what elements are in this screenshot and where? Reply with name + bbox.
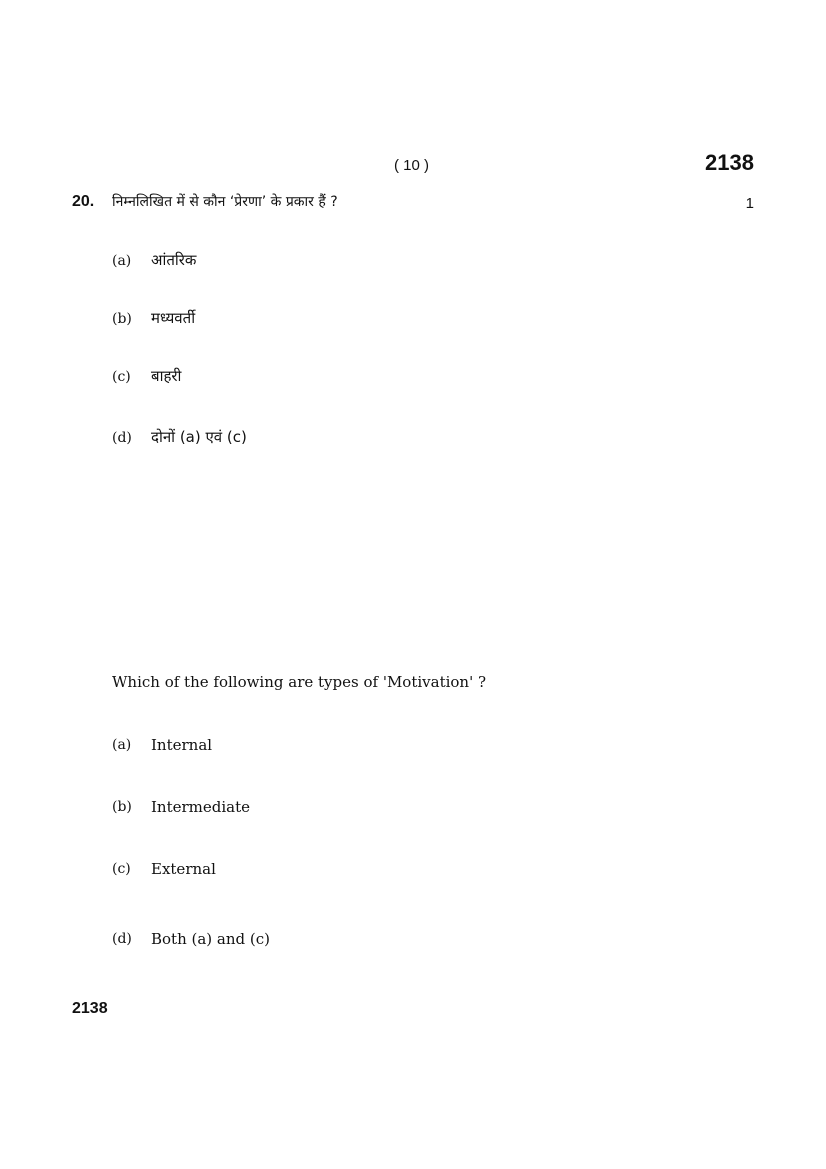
question-marks: 1 [745,195,754,212]
option-text-hindi-c: बाहरी [151,367,182,385]
option-text-english-b: Intermediate [151,798,251,816]
option-text-hindi-b: मध्यवर्ती [151,309,196,327]
page-number: ( 10 ) [394,157,430,174]
question-text-english: Which of the following are types of 'Motivation' ? [112,673,487,691]
option-label-english-a: (a) [112,737,132,753]
question-number: 20. [72,193,95,210]
option-label-hindi-a: (a) [112,253,132,269]
paper-code-header: 2138 [705,150,754,175]
option-text-hindi-d: दोनों (a) एवं (c) [151,428,247,446]
option-label-english-c: (c) [112,861,131,877]
question-text-hindi: निम्नलिखित में से कौन ‘प्रेरणा’ के प्रकार हैं ? [112,194,338,210]
option-label-hindi-c: (c) [112,369,131,385]
option-text-english-a: Internal [151,736,213,754]
option-label-english-b: (b) [112,799,132,815]
option-text-english-d: Both (a) and (c) [151,930,271,948]
option-text-english-c: External [151,860,216,878]
option-label-english-d: (d) [112,931,132,947]
paper-code-footer: 2138 [72,1000,108,1017]
option-label-hindi-b: (b) [112,311,132,327]
option-label-hindi-d: (d) [112,430,132,446]
option-text-hindi-a: आंतरिक [151,251,197,269]
